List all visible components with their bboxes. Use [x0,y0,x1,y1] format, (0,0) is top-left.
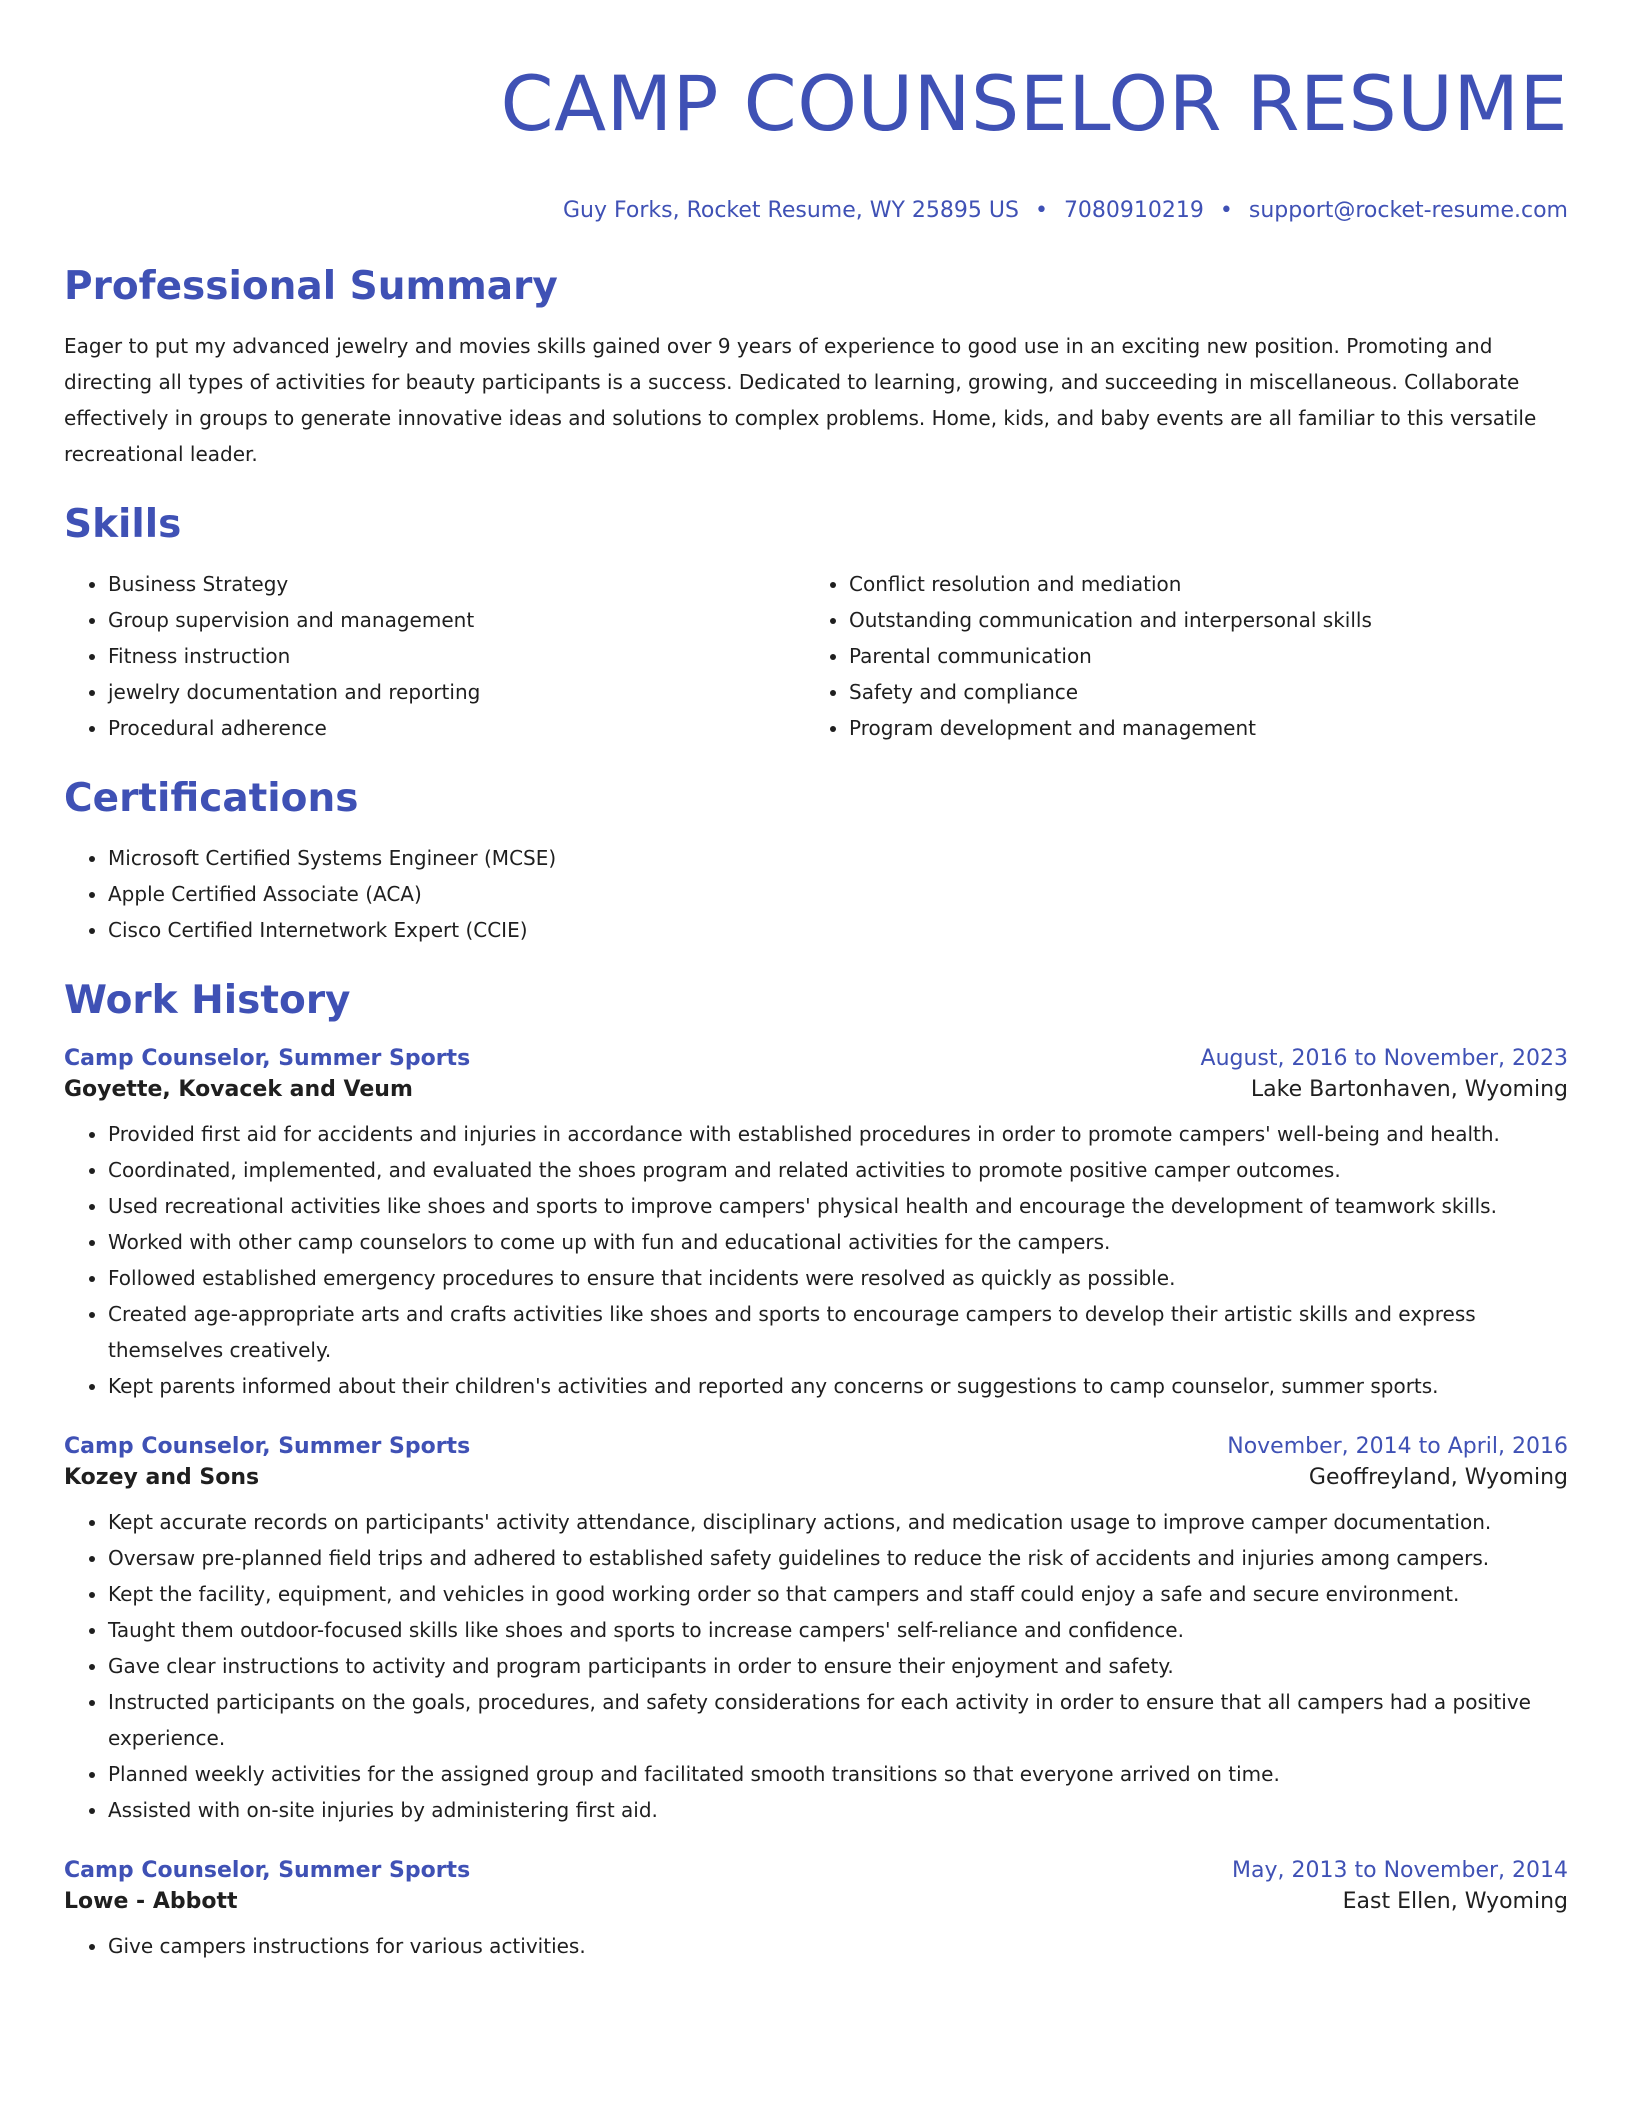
summary-heading: Professional Summary [64,264,558,309]
job-duty: • Coordinated, implemented, and evaluated the shoes program and related activities to promote positive camper outcomes. [108,1152,1568,1188]
certification-item: • Cisco Certified Internetwork Expert (CCIE) [108,912,1568,948]
job-dates: August, 2016 to November, 2023 [1200,1046,1568,1071]
job-duty: • Used recreational activities like shoes and sports to improve campers' physical health and encourage the development of teamwork skills. [108,1188,1568,1224]
job-duty: • Kept parents informed about their children's activities and reported any concerns or suggestions to camp counselor, summer sports. [108,1368,1568,1404]
skills-heading: Skills [64,502,182,547]
job-title: Camp Counselor, Summer Sports [64,1434,471,1459]
job-employer-row [64,1077,1568,1102]
summary-text: Eager to put my advanced jewelry and movies skills gained over 9 years of experience to good use in an exciting new position. Promoting and directing all types of activities for beauty participants is a success. Dedicated to learning, growing, and succeeding in miscellaneous. Collaborate effectively in groups to generate innovative ideas and solutions to complex problems. Home, kids, and baby events are all familiar to this versatile recreational leader. [64,334,1537,466]
certifications-heading: Certifications [64,776,359,821]
job-location: Geoffreyland, Wyoming [1308,1465,1568,1490]
job-duty: • Kept accurate records on participants' activity attendance, disciplinary actions, and medication usage to improve camper documentation. [108,1504,1568,1540]
job-title: Camp Counselor, Summer Sports [64,1858,471,1883]
certification-item: • Microsoft Certified Systems Engineer (MCSE) [108,840,1568,876]
job-header-row [64,1858,1568,1883]
certifications-list [64,840,1568,948]
contact-phone: 7080910219 [1063,198,1204,223]
job-employer-row [64,1889,1568,1914]
skill-item: • Fitness instruction [108,638,805,674]
job-duty: • Worked with other camp counselors to come up with fun and educational activities for the campers. [108,1224,1568,1260]
job-employer: Goyette, Kovacek and Veum [64,1077,413,1102]
job-dates: November, 2014 to April, 2016 [1227,1434,1568,1459]
contact-separator: • [1219,198,1233,223]
job-duty: • Created age-appropriate arts and crafts activities like shoes and sports to encourage campers to develop their artistic skills and express themselves creatively. [108,1296,1568,1368]
job-duty: • Followed established emergency procedures to ensure that incidents were resolved as quickly as possible. [108,1260,1568,1296]
job-duty: • Oversaw pre-planned field trips and adhered to established safety guidelines to reduce the risk of accidents and injuries among campers. [108,1540,1568,1576]
job-duty: • Taught them outdoor-focused skills like shoes and sports to increase campers' self-reliance and confidence. [108,1612,1568,1648]
job-duty: • Kept the facility, equipment, and vehicles in good working order so that campers and staff could enjoy a safe and secure environment. [108,1576,1568,1612]
contact-address: Guy Forks, Rocket Resume, WY 25895 US [563,198,1019,223]
skills-list [64,566,1568,746]
job-duty: • Give campers instructions for various activities. [108,1928,1568,1964]
skills-column-left [64,566,805,746]
job-employer: Lowe - Abbott [64,1889,238,1914]
skill-item: • Parental communication [849,638,1562,674]
job-title: Camp Counselor, Summer Sports [64,1046,471,1071]
skill-item: • Conflict resolution and mediation [849,566,1562,602]
certification-item: • Apple Certified Associate (ACA) [108,876,1568,912]
job-duties [64,1504,1568,1828]
contact-separator: • [1034,198,1048,223]
skill-item: • Program development and management [849,710,1562,746]
job-entry [64,1046,1568,1404]
job-duty: • Gave clear instructions to activity and program participants in order to ensure their enjoyment and safety. [108,1648,1568,1684]
job-header-row [64,1046,1568,1071]
contact-line [64,196,1568,226]
job-duty: • Assisted with on-site injuries by administering first aid. [108,1792,1568,1828]
skill-item: • Business Strategy [108,566,805,602]
job-employer-row [64,1465,1568,1490]
job-duties [64,1116,1568,1404]
job-header-row [64,1434,1568,1459]
job-entry [64,1434,1568,1828]
work-history-heading: Work History [64,978,351,1023]
job-employer: Kozey and Sons [64,1465,260,1490]
contact-email: support@rocket-resume.com [1248,198,1568,223]
job-location: East Ellen, Wyoming [1342,1889,1568,1914]
skill-item: • Outstanding communication and interpersonal skills [849,602,1562,638]
job-duty: • Planned weekly activities for the assigned group and facilitated smooth transitions so that everyone arrived on time. [108,1756,1568,1792]
skill-item: • Safety and compliance [849,674,1562,710]
skill-item: • Group supervision and management [108,602,805,638]
job-dates: May, 2013 to November, 2014 [1232,1858,1568,1883]
skill-item: • jewelry documentation and reporting [108,674,805,710]
resume-name: CAMP COUNSELOR RESUME [500,59,1568,148]
skills-column-right [805,566,1562,746]
job-entry [64,1858,1568,1964]
job-location: Lake Bartonhaven, Wyoming [1250,1077,1568,1102]
job-duties [64,1928,1568,1964]
job-duty: • Instructed participants on the goals, procedures, and safety considerations for each activity in order to ensure that all campers had a positive experience. [108,1684,1568,1756]
job-duty: • Provided first aid for accidents and injuries in accordance with established procedures in order to promote campers' well-being and health. [108,1116,1568,1152]
skill-item: • Procedural adherence [108,710,805,746]
